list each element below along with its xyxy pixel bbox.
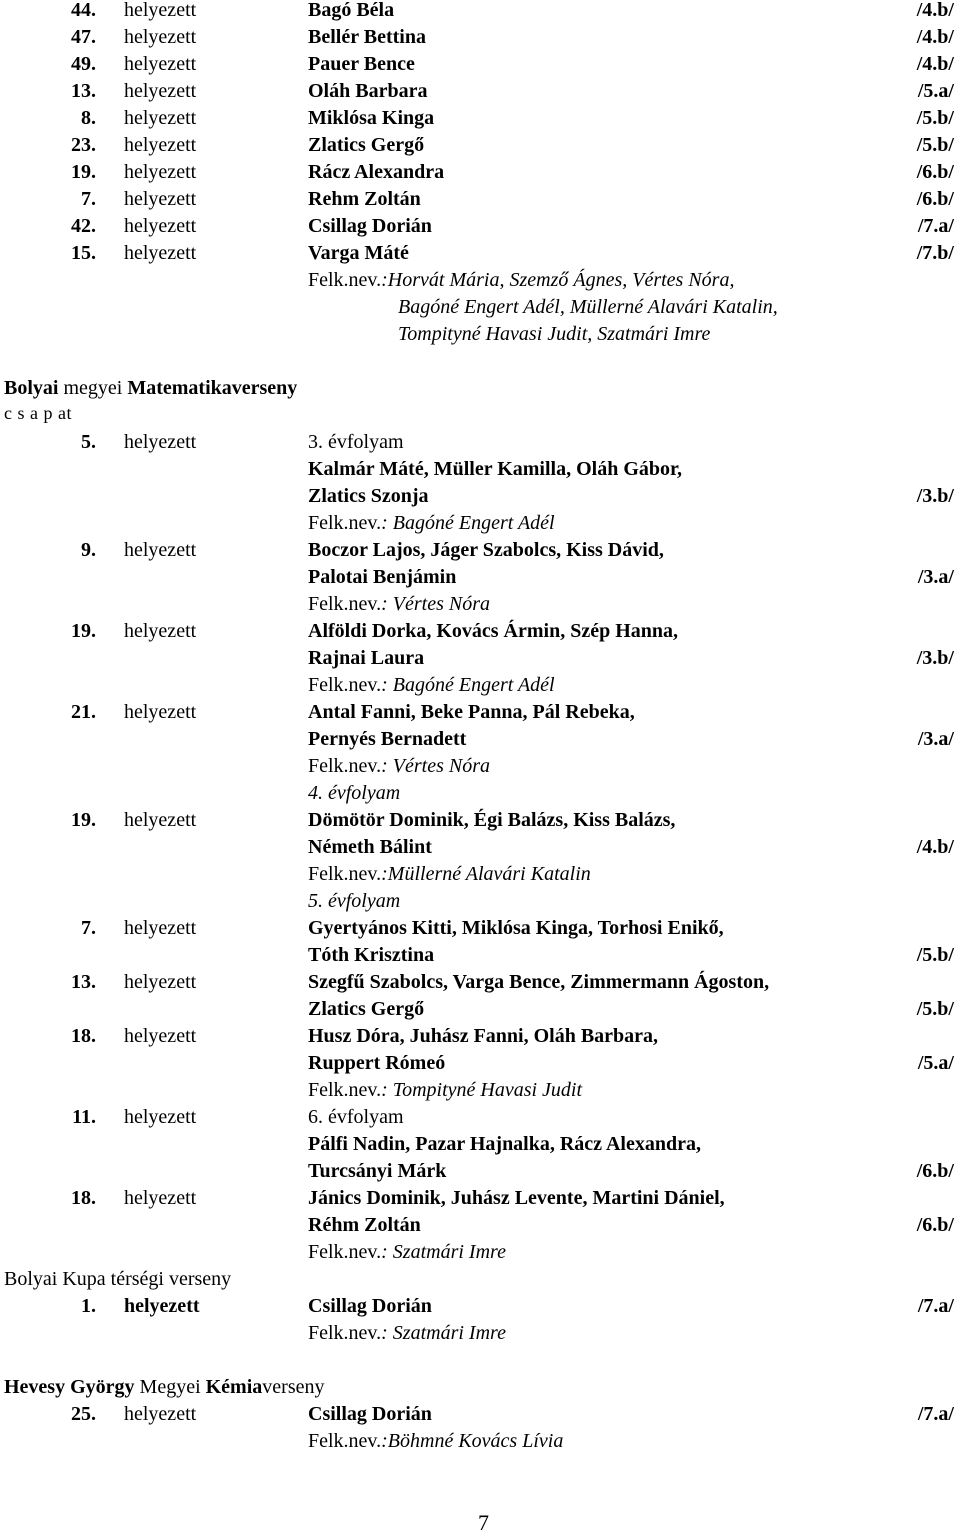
title-bold: Kémia bbox=[205, 1376, 263, 1398]
result-row bbox=[0, 429, 960, 456]
class-label: /3.a/ bbox=[917, 566, 954, 588]
team-names: Szegfű Szabolcs, Varga Bence, Zimmermann Ágoston, bbox=[308, 971, 770, 993]
team-members bbox=[0, 996, 960, 1023]
place-label: helyezett bbox=[124, 1295, 200, 1317]
teacher-prefix: Felk.nev. bbox=[308, 593, 382, 615]
rank: 9. bbox=[81, 539, 96, 561]
team-label-text: c s a p at bbox=[4, 403, 72, 423]
place-label: helyezett bbox=[124, 701, 197, 723]
teacher-prefix: Felk.nev. bbox=[308, 1430, 382, 1452]
student-name: Bellér Bettina bbox=[308, 26, 426, 48]
team-members bbox=[0, 1131, 960, 1158]
place-label: helyezett bbox=[124, 917, 197, 939]
result-row bbox=[0, 132, 960, 159]
team-names: Antal Fanni, Beke Panna, Pál Rebeka, bbox=[308, 701, 635, 723]
teacher-line bbox=[0, 267, 960, 294]
team-names: Zlatics Gergő bbox=[308, 998, 425, 1020]
team-names: Pálfi Nadin, Pazar Hajnalka, Rácz Alexandra, bbox=[308, 1133, 701, 1155]
class-label: /4.b/ bbox=[916, 53, 954, 75]
teacher-text bbox=[308, 510, 555, 537]
team-members bbox=[0, 1158, 960, 1185]
teacher-line bbox=[0, 591, 960, 618]
rank: 18. bbox=[71, 1187, 96, 1209]
rank: 15. bbox=[71, 242, 96, 264]
grade-label bbox=[308, 888, 400, 915]
teacher-names: : Szatmári Imre bbox=[381, 1322, 506, 1344]
rank: 23. bbox=[71, 134, 96, 156]
grade-heading bbox=[0, 888, 960, 915]
result-row bbox=[0, 159, 960, 186]
class-label: /5.b/ bbox=[916, 998, 954, 1020]
place-label: helyezett bbox=[124, 620, 197, 642]
teacher-names: : Bagóné Engert Adél bbox=[381, 512, 555, 534]
title-main: Bolyai Kupa bbox=[4, 1268, 106, 1290]
team-names: Németh Bálint bbox=[308, 836, 432, 858]
class-label: /6.b/ bbox=[916, 188, 954, 210]
grade-label bbox=[308, 780, 400, 807]
class-label: /3.a/ bbox=[917, 728, 954, 750]
result-row bbox=[0, 618, 960, 645]
rank: 13. bbox=[71, 80, 96, 102]
rank: 13. bbox=[71, 971, 96, 993]
teacher-line bbox=[0, 294, 960, 321]
team-names: Gyertyános Kitti, Miklósa Kinga, Torhosi Enikő, bbox=[308, 917, 724, 939]
teacher-names: : Bagóné Engert Adél bbox=[381, 674, 555, 696]
team-members bbox=[0, 483, 960, 510]
rank: 7. bbox=[81, 917, 96, 939]
teacher-line bbox=[0, 1320, 960, 1347]
place-label: helyezett bbox=[124, 1025, 197, 1047]
student-name: Csillag Dorián bbox=[308, 1295, 432, 1317]
result-row bbox=[0, 105, 960, 132]
student-name: Zlatics Gergő bbox=[308, 134, 425, 156]
place-label: helyezett bbox=[124, 188, 197, 210]
teacher-names: :Horvát Mária, Szemző Ágnes, Vértes Nóra, bbox=[381, 269, 735, 291]
team-names: Palotai Benjámin bbox=[308, 566, 457, 588]
teacher-prefix: Felk.nev. bbox=[308, 269, 382, 291]
result-row bbox=[0, 807, 960, 834]
student-name: Oláh Barbara bbox=[308, 80, 428, 102]
team-names: Ruppert Rómeó bbox=[308, 1052, 446, 1074]
teacher-names: :Müllerné Alavári Katalin bbox=[381, 863, 591, 885]
result-row bbox=[0, 240, 960, 267]
class-label: /5.a/ bbox=[917, 80, 954, 102]
competition-title-text bbox=[4, 1266, 231, 1293]
place-label: helyezett bbox=[124, 107, 197, 129]
rank: 47. bbox=[71, 26, 96, 48]
team-members bbox=[0, 726, 960, 753]
teacher-prefix: Felk.nev. bbox=[308, 1241, 382, 1263]
team-members bbox=[0, 564, 960, 591]
class-label: /6.b/ bbox=[916, 1160, 954, 1182]
team-names: Pernyés Bernadett bbox=[308, 728, 467, 750]
team-names: Turcsányi Márk bbox=[308, 1160, 447, 1182]
team-names: Rajnai Laura bbox=[308, 647, 425, 669]
teacher-line bbox=[0, 861, 960, 888]
rank: 25. bbox=[71, 1403, 96, 1425]
grade-label: 6. évfolyam bbox=[308, 1106, 404, 1128]
title-bold: Matematikaverseny bbox=[127, 377, 298, 399]
class-label: /3.b/ bbox=[916, 647, 954, 669]
class-label: /6.b/ bbox=[916, 161, 954, 183]
place-label: helyezett bbox=[124, 809, 197, 831]
team-names: Husz Dóra, Juhász Fanni, Oláh Barbara, bbox=[308, 1025, 659, 1047]
teacher-line bbox=[0, 510, 960, 537]
teacher-line bbox=[0, 1428, 960, 1455]
place-label: helyezett bbox=[124, 53, 197, 75]
result-row bbox=[0, 0, 960, 24]
class-label: /4.b/ bbox=[916, 836, 954, 858]
place-label: helyezett bbox=[124, 1403, 197, 1425]
class-label: /5.b/ bbox=[916, 134, 954, 156]
result-row bbox=[0, 1293, 960, 1320]
team-names: Jánics Dominik, Juhász Levente, Martini Dániel, bbox=[308, 1187, 725, 1209]
title-plain: térségi verseny bbox=[105, 1268, 232, 1290]
class-label: /7.b/ bbox=[916, 242, 954, 264]
rank: 42. bbox=[71, 215, 96, 237]
place-label: helyezett bbox=[124, 1106, 197, 1128]
rank: 18. bbox=[71, 1025, 96, 1047]
teacher-text bbox=[308, 753, 490, 780]
result-row bbox=[0, 969, 960, 996]
rank: 19. bbox=[71, 161, 96, 183]
team-members bbox=[0, 1212, 960, 1239]
result-row bbox=[0, 699, 960, 726]
class-label: /7.a/ bbox=[917, 215, 954, 237]
result-row bbox=[0, 915, 960, 942]
result-row bbox=[0, 1185, 960, 1212]
result-row bbox=[0, 51, 960, 78]
teacher-text bbox=[308, 672, 555, 699]
result-row bbox=[0, 186, 960, 213]
teacher-line bbox=[0, 753, 960, 780]
result-row bbox=[0, 24, 960, 51]
teacher-names: : Szatmári Imre bbox=[381, 1241, 506, 1263]
competition-title-text bbox=[4, 1374, 324, 1401]
class-label: /7.a/ bbox=[917, 1403, 954, 1425]
teacher-names: : Vértes Nóra bbox=[381, 755, 491, 777]
place-label: helyezett bbox=[124, 161, 197, 183]
place-label: helyezett bbox=[124, 431, 197, 453]
grade-text: 4. évfolyam bbox=[308, 782, 401, 804]
rank: 49. bbox=[71, 53, 96, 75]
student-name: Rehm Zoltán bbox=[308, 188, 421, 210]
teacher-line bbox=[0, 1239, 960, 1266]
place-label: helyezett bbox=[124, 0, 197, 21]
result-row bbox=[0, 213, 960, 240]
teacher-prefix: Felk.nev. bbox=[308, 755, 382, 777]
grade-text: 5. évfolyam bbox=[308, 890, 401, 912]
teacher-line bbox=[0, 321, 960, 348]
class-label: /4.b/ bbox=[916, 26, 954, 48]
team-members bbox=[0, 1050, 960, 1077]
class-label: /5.a/ bbox=[917, 1052, 954, 1074]
teacher-names: : Tompityné Havasi Judit bbox=[381, 1079, 583, 1101]
team-names: Réhm Zoltán bbox=[308, 1214, 421, 1236]
place-label: helyezett bbox=[124, 971, 197, 993]
teacher-prefix: Felk.nev. bbox=[308, 1079, 382, 1101]
competition-title bbox=[0, 375, 960, 402]
teacher-text bbox=[308, 861, 591, 888]
rank: 5. bbox=[81, 431, 96, 453]
place-label: helyezett bbox=[124, 134, 197, 156]
student-name: Miklósa Kinga bbox=[308, 107, 435, 129]
team-members bbox=[0, 456, 960, 483]
rank: 1. bbox=[81, 1295, 96, 1317]
teacher-text bbox=[308, 591, 490, 618]
rank: 44. bbox=[71, 0, 96, 21]
title-plain: megyei bbox=[58, 377, 128, 399]
teacher-text bbox=[308, 1077, 582, 1104]
rank: 19. bbox=[71, 620, 96, 642]
teacher-names: Bagóné Engert Adél, Müllerné Alavári Katalin, bbox=[398, 296, 778, 318]
teacher-prefix: Felk.nev. bbox=[308, 863, 382, 885]
team-members bbox=[0, 645, 960, 672]
title-plain: Megyei bbox=[134, 1376, 206, 1398]
title-bold: Hevesy György bbox=[4, 1376, 135, 1398]
competition-title-text bbox=[4, 375, 297, 402]
title-plain: verseny bbox=[262, 1376, 325, 1398]
teacher-text bbox=[308, 267, 734, 294]
team-names: Dömötör Dominik, Égi Balázs, Kiss Balázs, bbox=[308, 809, 676, 831]
page-number: 7 bbox=[478, 1510, 489, 1535]
result-row bbox=[0, 537, 960, 564]
result-row bbox=[0, 78, 960, 105]
teacher-prefix: Felk.nev. bbox=[308, 1322, 382, 1344]
result-row bbox=[0, 1023, 960, 1050]
student-name: Varga Máté bbox=[308, 242, 409, 264]
student-name: Csillag Dorián bbox=[308, 1403, 432, 1425]
result-row bbox=[0, 1104, 960, 1131]
teacher-prefix: Felk.nev. bbox=[308, 512, 382, 534]
team-names: Kalmár Máté, Müller Kamilla, Oláh Gábor, bbox=[308, 458, 683, 480]
team-names: Tóth Krisztina bbox=[308, 944, 435, 966]
competition-title bbox=[0, 1266, 960, 1293]
class-label: /5.b/ bbox=[916, 944, 954, 966]
grade-label: 3. évfolyam bbox=[308, 431, 404, 453]
rank: 21. bbox=[71, 701, 96, 723]
grade-heading bbox=[0, 780, 960, 807]
teacher-names: :Böhmné Kovács Lívia bbox=[381, 1430, 564, 1452]
class-label: /7.a/ bbox=[917, 1295, 954, 1317]
class-label: /4.b/ bbox=[916, 0, 954, 21]
student-name: Pauer Bence bbox=[308, 53, 415, 75]
team-names: Boczor Lajos, Jáger Szabolcs, Kiss Dávid, bbox=[308, 539, 664, 561]
student-name: Rácz Alexandra bbox=[308, 161, 445, 183]
teacher-text bbox=[308, 1239, 506, 1266]
rank: 19. bbox=[71, 809, 96, 831]
title-bold: Bolyai bbox=[4, 377, 59, 399]
team-names: Zlatics Szonja bbox=[308, 485, 429, 507]
place-label: helyezett bbox=[124, 539, 197, 561]
rank: 11. bbox=[72, 1106, 96, 1128]
place-label: helyezett bbox=[124, 26, 197, 48]
class-label: /5.b/ bbox=[916, 107, 954, 129]
class-label: /6.b/ bbox=[916, 1214, 954, 1236]
teacher-names: Tompityné Havasi Judit, Szatmári Imre bbox=[398, 323, 711, 345]
teacher-names: : Vértes Nóra bbox=[381, 593, 491, 615]
competition-title bbox=[0, 1374, 960, 1401]
teacher-line bbox=[0, 672, 960, 699]
rank: 7. bbox=[81, 188, 96, 210]
result-row bbox=[0, 1401, 960, 1428]
place-label: helyezett bbox=[124, 80, 197, 102]
teacher-text bbox=[308, 1320, 506, 1347]
student-name: Csillag Dorián bbox=[308, 215, 432, 237]
team-label bbox=[0, 402, 960, 424]
place-label: helyezett bbox=[124, 1187, 197, 1209]
class-label: /3.b/ bbox=[916, 485, 954, 507]
rank: 8. bbox=[81, 107, 96, 129]
teacher-prefix: Felk.nev. bbox=[308, 674, 382, 696]
team-names: Alföldi Dorka, Kovács Ármin, Szép Hanna, bbox=[308, 620, 679, 642]
teacher-line bbox=[0, 1077, 960, 1104]
student-name: Bagó Béla bbox=[308, 0, 395, 21]
place-label: helyezett bbox=[124, 215, 197, 237]
teacher-text bbox=[308, 1428, 563, 1455]
team-members bbox=[0, 834, 960, 861]
place-label: helyezett bbox=[124, 242, 197, 264]
team-members bbox=[0, 942, 960, 969]
